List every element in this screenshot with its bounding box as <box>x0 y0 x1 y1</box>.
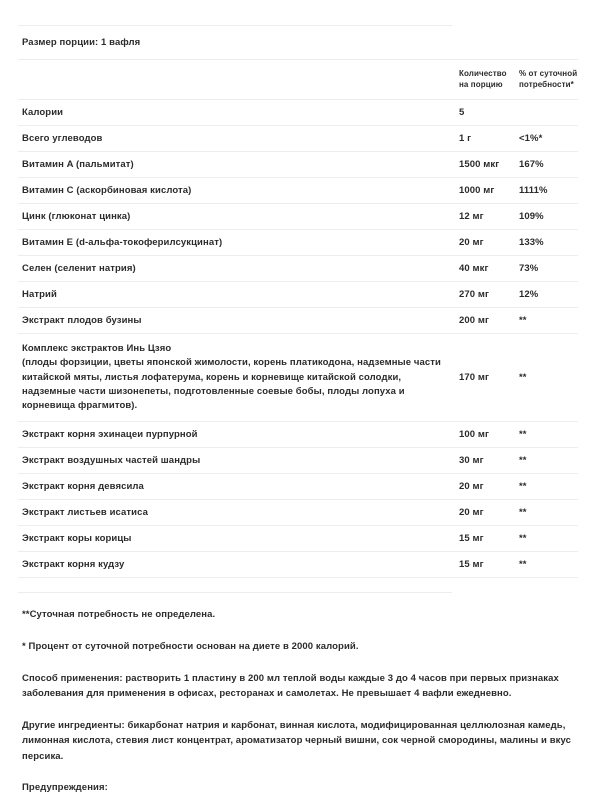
amount-per-serving-cell: 40 мкг <box>455 256 515 282</box>
nutrient-name-cell <box>18 422 455 448</box>
table-row <box>18 474 578 500</box>
table-row <box>18 152 578 178</box>
warnings-heading: Предупреждения: <box>22 781 108 793</box>
amount-per-serving-cell: 170 мг <box>455 334 515 422</box>
amount-per-serving-cell: 5 <box>455 100 515 126</box>
table-row <box>18 334 578 422</box>
table-header-row <box>18 60 578 100</box>
daily-value-cell: ** <box>515 422 578 448</box>
table-row <box>18 500 578 526</box>
table-row <box>18 282 578 308</box>
daily-value-cell: ** <box>515 474 578 500</box>
nutrient-name: Экстракт листьев исатиса <box>22 507 148 519</box>
nutrient-name-cell <box>18 474 455 500</box>
footnote-dv-not-established: **Суточная потребность не определена. <box>22 609 216 621</box>
daily-value-cell: ** <box>515 552 578 578</box>
daily-value-cell: ** <box>515 526 578 552</box>
amount-per-serving-cell: 270 мг <box>455 282 515 308</box>
daily-value-cell: ** <box>515 334 578 422</box>
column-header-daily-value: % от суточной потребности* <box>515 60 578 100</box>
amount-per-serving-cell: 15 мг <box>455 526 515 552</box>
table-row <box>18 178 578 204</box>
nutrient-name: Калории <box>22 107 64 119</box>
supplement-facts-table <box>18 59 578 578</box>
amount-per-serving-cell: 20 мг <box>455 500 515 526</box>
daily-value-cell: 109% <box>515 204 578 230</box>
table-row <box>18 256 578 282</box>
nutrient-name-cell <box>18 100 455 126</box>
nutrient-name-cell <box>18 500 455 526</box>
daily-value-cell: ** <box>515 448 578 474</box>
table-row <box>18 552 578 578</box>
nutrient-name-cell <box>18 334 455 422</box>
amount-per-serving-cell: 1000 мг <box>455 178 515 204</box>
nutrient-name-cell <box>18 526 455 552</box>
nutrient-name: Цинк (глюконат цинка) <box>22 211 131 223</box>
daily-value-cell: 12% <box>515 282 578 308</box>
nutrient-name-cell <box>18 282 455 308</box>
directions-text: Способ применения: растворить 1 пластину в 200 мл теплой воды каждые 3 до 4 часов при первых признаках заболевания для применения в офисах, ресторанах и самолетах. Не превышает 4 вафли ежедневно. <box>22 673 559 700</box>
nutrient-name-cell <box>18 308 455 334</box>
nutrient-name: Экстракт корня девясила <box>22 481 144 493</box>
nutrient-name: Витамин A (пальмитат) <box>22 159 134 171</box>
nutrient-name-cell <box>18 448 455 474</box>
nutrient-name: Селен (селенит натрия) <box>22 263 136 275</box>
table-row <box>18 126 578 152</box>
nutrient-name-cell <box>18 552 455 578</box>
daily-value-cell: 133% <box>515 230 578 256</box>
table-row <box>18 448 578 474</box>
nutrient-name-cell <box>18 230 455 256</box>
table-row <box>18 308 578 334</box>
table-body <box>18 100 578 578</box>
daily-value-cell: 167% <box>515 152 578 178</box>
daily-value-cell: 73% <box>515 256 578 282</box>
amount-per-serving-cell: 20 мг <box>455 230 515 256</box>
amount-per-serving-cell: 200 мг <box>455 308 515 334</box>
daily-value-cell: ** <box>515 500 578 526</box>
amount-per-serving-cell: 100 мг <box>455 422 515 448</box>
nutrient-name-cell <box>18 152 455 178</box>
amount-per-serving-cell: 1 г <box>455 126 515 152</box>
daily-value-cell <box>515 100 578 126</box>
table-row <box>18 526 578 552</box>
below-table-divider <box>18 592 452 593</box>
nutrient-name: Экстракт корня эхинацеи пурпурной <box>22 429 198 441</box>
amount-per-serving-cell: 12 мг <box>455 204 515 230</box>
amount-per-serving-cell: 1500 мкг <box>455 152 515 178</box>
table-row <box>18 204 578 230</box>
nutrient-name: Экстракт плодов бузины <box>22 315 142 327</box>
amount-per-serving-cell: 30 мг <box>455 448 515 474</box>
table-row <box>18 230 578 256</box>
column-header-amount-per-serving: Количество на порцию <box>455 60 515 100</box>
nutrient-name: Комплекс экстрактов Инь Цзяо <box>22 343 172 355</box>
footnote-dv-basis: * Процент от суточной потребности основан на диете в 2000 калорий. <box>22 640 359 652</box>
daily-value-cell: ** <box>515 308 578 334</box>
table-row <box>18 100 578 126</box>
amount-per-serving-cell: 20 мг <box>455 474 515 500</box>
nutrient-name: Витамин E (d-альфа-токоферилсукцинат) <box>22 237 223 249</box>
daily-value-cell: 1111% <box>515 178 578 204</box>
nutrient-name: Всего углеводов <box>22 133 103 145</box>
nutrient-name-cell <box>18 256 455 282</box>
nutrient-name: Экстракт корня кудзу <box>22 559 125 571</box>
nutrient-name-cell <box>18 126 455 152</box>
column-header-nutrient <box>18 60 455 100</box>
nutrient-sub-description: (плоды форзиции, цветы японской жимолости, корень платикодона, надземные части китайской мяты, листья лофатерума, корень и корневище китайской солодки, надземные части шизонепеты, подготовленные соевые бобы, плоды лопуха и корневища фрагмитов). <box>22 357 441 412</box>
table-row <box>18 422 578 448</box>
other-ingredients-text: Другие ингредиенты: бикарбонат натрия и карбонат, винная кислота, модифицированная целлюлозная камедь, лимонная кислота, стевия лист концентрат, ароматизатор черный вишни, сок черной смородины, малины и вкус персика. <box>22 719 572 762</box>
serving-size-label: Размер порции: 1 вафля <box>22 37 141 48</box>
supplement-facts-page <box>0 25 600 793</box>
amount-per-serving-cell: 15 мг <box>455 552 515 578</box>
nutrient-name: Экстракт коры корицы <box>22 533 132 545</box>
nutrient-name: Экстракт воздушных частей шандры <box>22 455 201 467</box>
nutrient-name-cell <box>18 204 455 230</box>
daily-value-cell: <1%* <box>515 126 578 152</box>
nutrient-name: Натрий <box>22 289 57 301</box>
table-header <box>18 60 578 100</box>
nutrient-name: Витамин C (аскорбиновая кислота) <box>22 185 192 197</box>
nutrient-name-cell <box>18 178 455 204</box>
